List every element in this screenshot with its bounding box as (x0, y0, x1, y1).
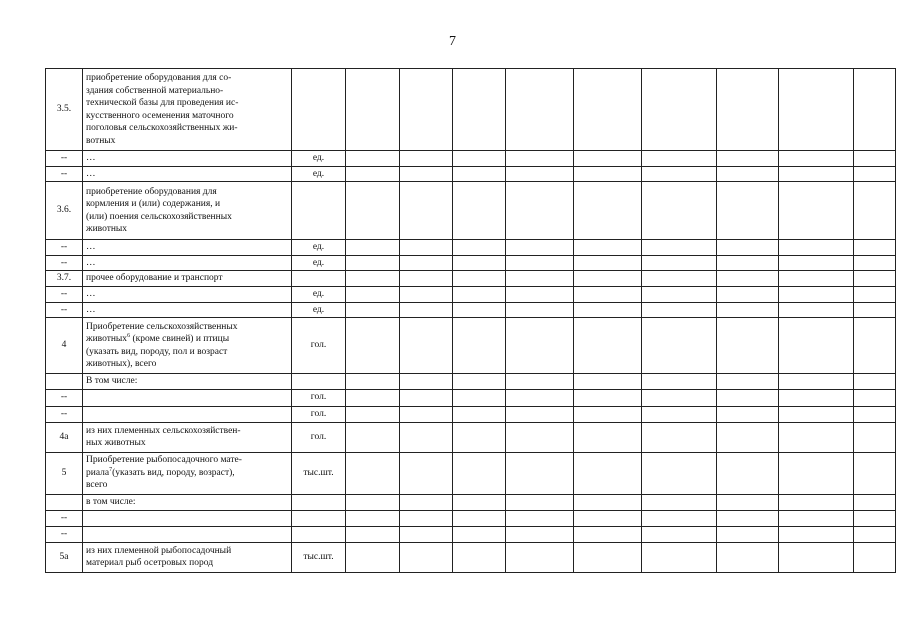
value-cell (346, 318, 400, 374)
table-row (46, 151, 896, 167)
value-cell (400, 422, 453, 452)
row-unit: тыс.шт. (292, 542, 346, 572)
value-cell (506, 302, 574, 318)
value-cell (854, 374, 896, 390)
value-cell (574, 182, 642, 240)
value-cell (854, 406, 896, 422)
value-cell (400, 151, 453, 167)
row-unit: ед. (292, 151, 346, 167)
value-cell (574, 302, 642, 318)
row-description: из них племенных сельскохозяйствен- ных животных (83, 422, 292, 452)
row-description (83, 389, 292, 406)
value-cell (642, 374, 717, 390)
table-row (46, 240, 896, 256)
value-cell (854, 69, 896, 151)
value-cell (779, 166, 854, 182)
value-cell (453, 389, 506, 406)
value-cell (717, 374, 779, 390)
row-description: в том числе: (83, 494, 292, 510)
value-cell (779, 302, 854, 318)
value-cell (779, 494, 854, 510)
row-unit (292, 271, 346, 287)
row-number: -- (46, 406, 83, 422)
row-unit: ед. (292, 166, 346, 182)
value-cell (779, 287, 854, 303)
row-number: 4а (46, 422, 83, 452)
value-cell (779, 240, 854, 256)
value-cell (642, 510, 717, 526)
table-row (46, 422, 896, 452)
value-cell (854, 166, 896, 182)
value-cell (717, 422, 779, 452)
value-cell (854, 302, 896, 318)
value-cell (642, 422, 717, 452)
row-unit: ед. (292, 255, 346, 271)
value-cell (574, 255, 642, 271)
value-cell (453, 240, 506, 256)
value-cell (400, 240, 453, 256)
value-cell (400, 389, 453, 406)
value-cell (453, 510, 506, 526)
value-cell (346, 389, 400, 406)
value-cell (506, 151, 574, 167)
value-cell (346, 182, 400, 240)
row-unit: гол. (292, 406, 346, 422)
value-cell (574, 271, 642, 287)
row-description: … (83, 302, 292, 318)
value-cell (453, 318, 506, 374)
value-cell (717, 510, 779, 526)
table-row (46, 166, 896, 182)
row-number: 4 (46, 318, 83, 374)
value-cell (854, 510, 896, 526)
value-cell (574, 542, 642, 572)
value-cell (779, 151, 854, 167)
value-cell (642, 182, 717, 240)
data-table (45, 68, 896, 573)
row-number: -- (46, 166, 83, 182)
value-cell (854, 542, 896, 572)
table-body (46, 69, 896, 573)
value-cell (642, 166, 717, 182)
value-cell (854, 389, 896, 406)
value-cell (717, 69, 779, 151)
value-cell (854, 422, 896, 452)
value-cell (346, 526, 400, 542)
row-number: -- (46, 389, 83, 406)
value-cell (717, 452, 779, 494)
table-row (46, 526, 896, 542)
value-cell (779, 452, 854, 494)
table-row (46, 255, 896, 271)
value-cell (854, 318, 896, 374)
value-cell (400, 318, 453, 374)
value-cell (854, 271, 896, 287)
value-cell (642, 271, 717, 287)
value-cell (717, 166, 779, 182)
value-cell (717, 406, 779, 422)
value-cell (400, 182, 453, 240)
value-cell (642, 406, 717, 422)
value-cell (854, 452, 896, 494)
value-cell (574, 240, 642, 256)
row-number: 3.7. (46, 271, 83, 287)
value-cell (346, 240, 400, 256)
value-cell (779, 374, 854, 390)
value-cell (717, 287, 779, 303)
value-cell (506, 510, 574, 526)
value-cell (642, 526, 717, 542)
value-cell (642, 542, 717, 572)
row-unit (292, 494, 346, 510)
footnote-marker: 6 (127, 332, 131, 339)
value-cell (854, 255, 896, 271)
value-cell (400, 255, 453, 271)
row-description: … (83, 166, 292, 182)
row-unit (292, 374, 346, 390)
value-cell (717, 302, 779, 318)
value-cell (717, 240, 779, 256)
value-cell (779, 318, 854, 374)
value-cell (346, 151, 400, 167)
row-number: -- (46, 240, 83, 256)
value-cell (779, 255, 854, 271)
value-cell (642, 287, 717, 303)
table-row (46, 374, 896, 390)
value-cell (854, 182, 896, 240)
table-row (46, 302, 896, 318)
value-cell (574, 406, 642, 422)
value-cell (506, 542, 574, 572)
value-cell (346, 494, 400, 510)
table-row (46, 182, 896, 240)
row-unit: гол. (292, 318, 346, 374)
row-description (83, 526, 292, 542)
value-cell (453, 542, 506, 572)
value-cell (642, 255, 717, 271)
value-cell (506, 374, 574, 390)
value-cell (574, 69, 642, 151)
value-cell (400, 526, 453, 542)
value-cell (506, 287, 574, 303)
row-number: -- (46, 255, 83, 271)
row-description: … (83, 240, 292, 256)
value-cell (453, 166, 506, 182)
value-cell (506, 69, 574, 151)
value-cell (717, 255, 779, 271)
row-unit: ед. (292, 302, 346, 318)
value-cell (717, 526, 779, 542)
value-cell (717, 182, 779, 240)
value-cell (642, 151, 717, 167)
table-row (46, 452, 896, 494)
row-unit (292, 182, 346, 240)
value-cell (779, 406, 854, 422)
row-number: -- (46, 302, 83, 318)
value-cell (506, 182, 574, 240)
value-cell (717, 542, 779, 572)
value-cell (346, 166, 400, 182)
value-cell (346, 271, 400, 287)
value-cell (574, 526, 642, 542)
value-cell (400, 302, 453, 318)
table-row (46, 406, 896, 422)
row-unit: гол. (292, 422, 346, 452)
value-cell (346, 255, 400, 271)
row-number: 5 (46, 452, 83, 494)
value-cell (346, 452, 400, 494)
value-cell (506, 271, 574, 287)
row-unit: тыс.шт. (292, 452, 346, 494)
value-cell (574, 318, 642, 374)
value-cell (506, 240, 574, 256)
value-cell (506, 389, 574, 406)
value-cell (642, 302, 717, 318)
row-number: 3.6. (46, 182, 83, 240)
value-cell (453, 69, 506, 151)
row-description: … (83, 151, 292, 167)
value-cell (453, 151, 506, 167)
value-cell (400, 452, 453, 494)
row-description: В том числе: (83, 374, 292, 390)
value-cell (453, 374, 506, 390)
row-description: прочее оборудование и транспорт (83, 271, 292, 287)
value-cell (854, 494, 896, 510)
value-cell (642, 318, 717, 374)
value-cell (506, 166, 574, 182)
row-description: … (83, 287, 292, 303)
value-cell (717, 494, 779, 510)
value-cell (506, 318, 574, 374)
row-number: -- (46, 526, 83, 542)
value-cell (346, 542, 400, 572)
value-cell (400, 166, 453, 182)
row-description (83, 406, 292, 422)
table-row (46, 510, 896, 526)
value-cell (779, 510, 854, 526)
row-unit (292, 69, 346, 151)
value-cell (453, 302, 506, 318)
row-number: 5а (46, 542, 83, 572)
row-unit (292, 526, 346, 542)
value-cell (453, 526, 506, 542)
value-cell (400, 542, 453, 572)
value-cell (400, 494, 453, 510)
row-number: -- (46, 287, 83, 303)
value-cell (717, 318, 779, 374)
table-row (46, 287, 896, 303)
row-number (46, 374, 83, 390)
row-number (46, 494, 83, 510)
value-cell (346, 302, 400, 318)
value-cell (453, 406, 506, 422)
value-cell (453, 452, 506, 494)
value-cell (346, 374, 400, 390)
footnote-marker: 7 (109, 466, 113, 473)
value-cell (400, 271, 453, 287)
value-cell (400, 510, 453, 526)
row-number: 3.5. (46, 69, 83, 151)
value-cell (400, 374, 453, 390)
value-cell (717, 151, 779, 167)
value-cell (400, 406, 453, 422)
value-cell (779, 542, 854, 572)
value-cell (642, 452, 717, 494)
row-description: приобретение оборудования для кормления и (или) содержания, и (или) поения сельскохозяйственных животных (83, 182, 292, 240)
value-cell (574, 287, 642, 303)
value-cell (642, 389, 717, 406)
value-cell (346, 406, 400, 422)
value-cell (779, 389, 854, 406)
row-description: Приобретение сельскохозяйственных животных$^6$ (кроме свиней) и птицы (указать вид, породу, пол и возраст животных), всего (83, 318, 292, 374)
table-row (46, 69, 896, 151)
value-cell (346, 69, 400, 151)
value-cell (717, 271, 779, 287)
table-row (46, 318, 896, 374)
row-unit: ед. (292, 240, 346, 256)
value-cell (506, 494, 574, 510)
value-cell (574, 510, 642, 526)
value-cell (453, 422, 506, 452)
value-cell (642, 494, 717, 510)
value-cell (506, 452, 574, 494)
value-cell (506, 406, 574, 422)
value-cell (506, 422, 574, 452)
row-description: … (83, 255, 292, 271)
value-cell (346, 422, 400, 452)
table-row (46, 271, 896, 287)
value-cell (574, 422, 642, 452)
row-description: из них племенной рыбопосадочный материал рыб осетровых пород (83, 542, 292, 572)
value-cell (854, 151, 896, 167)
value-cell (574, 374, 642, 390)
value-cell (854, 526, 896, 542)
row-description (83, 510, 292, 526)
value-cell (574, 452, 642, 494)
table-row (46, 494, 896, 510)
value-cell (574, 494, 642, 510)
row-unit: гол. (292, 389, 346, 406)
row-description: Приобретение рыбопосадочного мате- риала$^7$(указать вид, породу, возраст), всего (83, 452, 292, 494)
table-row (46, 542, 896, 572)
row-unit: ед. (292, 287, 346, 303)
row-description: приобретение оборудования для со- здания собственной материально- технической базы для проведения ис- кусственного осеменения маточного поголовья сельскохозяйственных жи- вотных (83, 69, 292, 151)
value-cell (574, 166, 642, 182)
value-cell (854, 287, 896, 303)
value-cell (642, 240, 717, 256)
value-cell (346, 287, 400, 303)
page-number: 7 (449, 34, 456, 49)
value-cell (642, 69, 717, 151)
value-cell (779, 182, 854, 240)
value-cell (779, 422, 854, 452)
value-cell (453, 271, 506, 287)
row-unit (292, 510, 346, 526)
value-cell (453, 494, 506, 510)
value-cell (400, 69, 453, 151)
value-cell (779, 69, 854, 151)
value-cell (854, 240, 896, 256)
value-cell (717, 389, 779, 406)
value-cell (453, 182, 506, 240)
value-cell (506, 255, 574, 271)
value-cell (506, 526, 574, 542)
value-cell (574, 389, 642, 406)
value-cell (400, 287, 453, 303)
value-cell (453, 255, 506, 271)
value-cell (574, 151, 642, 167)
value-cell (453, 287, 506, 303)
value-cell (346, 510, 400, 526)
table-row (46, 389, 896, 406)
value-cell (779, 526, 854, 542)
value-cell (779, 271, 854, 287)
row-number: -- (46, 510, 83, 526)
row-number: -- (46, 151, 83, 167)
